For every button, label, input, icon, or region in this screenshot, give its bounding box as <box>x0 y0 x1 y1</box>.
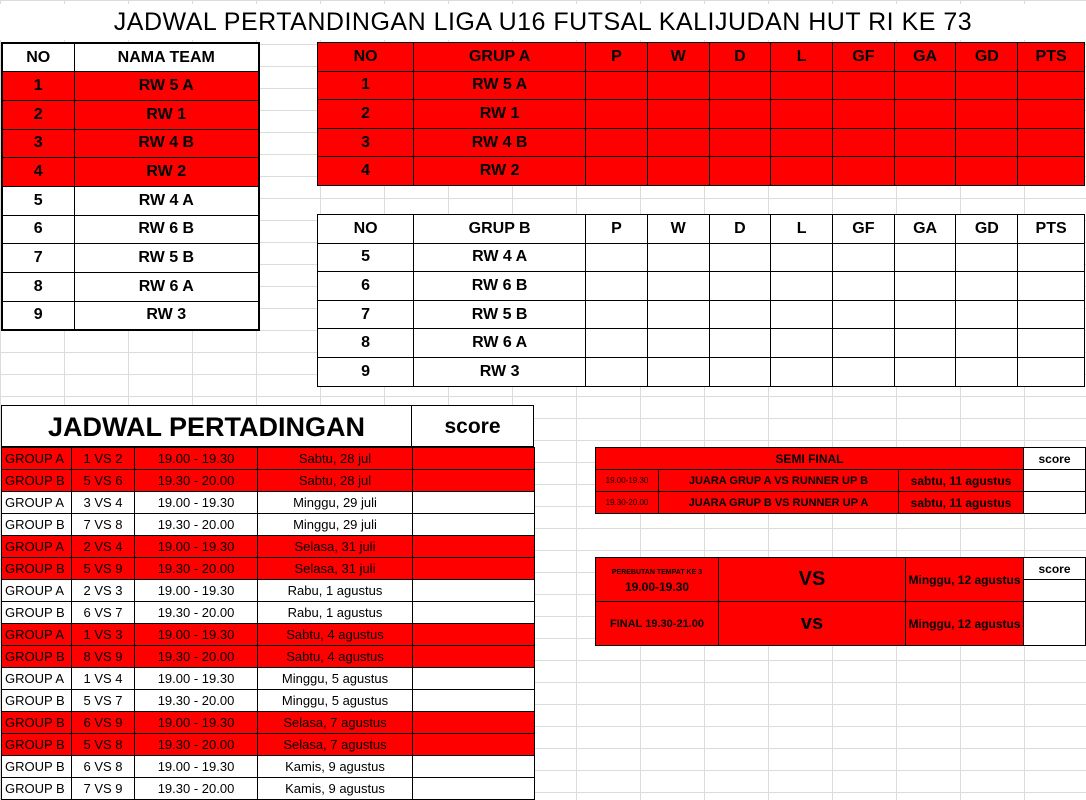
standings-stat-cell <box>1018 128 1085 157</box>
standings-stat-cell <box>894 100 956 129</box>
semi-final-header-row <box>596 448 1086 470</box>
schedule-score-cell <box>413 778 535 800</box>
standings-stat-cell <box>709 329 771 358</box>
team-number: 4 <box>2 158 74 187</box>
standings-stat-cell <box>586 128 648 157</box>
final-date: Minggu, 12 agustus <box>906 602 1024 646</box>
standings-stat-cell <box>833 100 895 129</box>
standings-team: RW 6 A <box>414 329 586 358</box>
standings-stat-cell <box>709 128 771 157</box>
team-no-header: NO <box>2 43 74 72</box>
schedule-group: GROUP B <box>2 470 72 492</box>
page-title: JADWAL PERTANDINGAN LIGA U16 FUTSAL KALIJUDAN HUT RI KE 73 <box>0 4 1086 40</box>
schedule-group: GROUP B <box>2 734 72 756</box>
standings-stat-cell <box>1018 243 1085 272</box>
standings-stat-cell <box>1018 100 1085 129</box>
schedule-time: 19.30 - 20.00 <box>135 778 258 800</box>
standings-stat-cell <box>1018 300 1085 329</box>
standings-row <box>318 128 1085 157</box>
group-a-header-row <box>318 43 1085 72</box>
standings-stat-cell <box>894 329 956 358</box>
schedule-time: 19.00 - 19.30 <box>135 536 258 558</box>
schedule-score-cell <box>413 646 535 668</box>
schedule-score-cell <box>413 668 535 690</box>
schedule-time: 19.30 - 20.00 <box>135 734 258 756</box>
standings-stat-cell <box>586 272 648 301</box>
team-name-header: NAMA TEAM <box>74 43 259 72</box>
semi-final-table <box>595 447 1086 514</box>
standings-number: 5 <box>318 243 414 272</box>
team-name: RW 4 B <box>74 129 259 158</box>
standings-stat-cell <box>647 100 709 129</box>
schedule-date: Selasa, 31 juli <box>258 558 413 580</box>
standings-number: 1 <box>318 71 414 100</box>
schedule-group: GROUP B <box>2 756 72 778</box>
standings-stat-cell <box>709 272 771 301</box>
standings-row <box>318 329 1085 358</box>
standings-stat-cell <box>894 243 956 272</box>
schedule-score-cell <box>413 492 535 514</box>
semi-final-score-header: score <box>1024 448 1086 470</box>
schedule-date: Selasa, 7 agustus <box>258 712 413 734</box>
schedule-row <box>2 734 535 756</box>
standings-stat-cell <box>833 329 895 358</box>
schedule-score-cell <box>413 602 535 624</box>
schedule-date: Sabtu, 28 jul <box>258 448 413 470</box>
team-row <box>2 273 259 302</box>
standings-stat-cell <box>833 272 895 301</box>
semi-final-match: JUARA GRUP B VS RUNNER UP A <box>659 492 899 514</box>
third-place-time: 19.00-19.30 <box>624 579 690 594</box>
standings-number: 4 <box>318 157 414 186</box>
standings-stat-cell <box>1018 329 1085 358</box>
standings-stat-cell <box>586 157 648 186</box>
schedule-row <box>2 580 535 602</box>
semi-final-time: 19.00-19.30 <box>596 470 659 492</box>
schedule-match: 5 VS 8 <box>72 734 135 756</box>
standings-header-group: GRUP A <box>414 43 586 72</box>
schedule-row <box>2 492 535 514</box>
schedule-date: Minggu, 5 agustus <box>258 690 413 712</box>
standings-stat-cell <box>586 100 648 129</box>
schedule-score-cell <box>413 734 535 756</box>
team-row <box>2 100 259 129</box>
standings-stat-cell <box>647 243 709 272</box>
schedule-match: 3 VS 4 <box>72 492 135 514</box>
schedule-time: 19.00 - 19.30 <box>135 756 258 778</box>
standings-stat-cell <box>956 272 1018 301</box>
standings-team: RW 3 <box>414 357 586 386</box>
standings-row <box>318 272 1085 301</box>
standings-stat-cell <box>771 357 833 386</box>
schedule-group: GROUP B <box>2 712 72 734</box>
standings-stat-cell <box>647 128 709 157</box>
schedule-group: GROUP B <box>2 646 72 668</box>
schedule-row <box>2 536 535 558</box>
schedule-score-cell <box>413 712 535 734</box>
standings-stat-cell <box>586 71 648 100</box>
schedule-row <box>2 778 535 800</box>
standings-stat-cell <box>833 357 895 386</box>
schedule-score-cell <box>413 690 535 712</box>
standings-stat-cell <box>709 100 771 129</box>
schedule-match: 1 VS 3 <box>72 624 135 646</box>
team-row <box>2 72 259 101</box>
schedule-title: JADWAL PERTADINGAN <box>1 405 411 447</box>
standings-header-d: D <box>709 43 771 72</box>
standings-header-no: NO <box>318 215 414 244</box>
standings-header-gd: GD <box>956 215 1018 244</box>
schedule-time: 19.00 - 19.30 <box>135 668 258 690</box>
standings-team: RW 1 <box>414 100 586 129</box>
standings-team: RW 5 B <box>414 300 586 329</box>
third-place-date: Minggu, 12 agustus <box>906 558 1024 602</box>
schedule-time: 19.30 - 20.00 <box>135 470 258 492</box>
standings-stat-cell <box>1018 157 1085 186</box>
standings-row <box>318 71 1085 100</box>
schedule-date: Selasa, 7 agustus <box>258 734 413 756</box>
team-row <box>2 244 259 273</box>
schedule-score-cell <box>413 514 535 536</box>
team-name: RW 1 <box>74 100 259 129</box>
schedule-score-cell <box>413 470 535 492</box>
schedule-group: GROUP B <box>2 778 72 800</box>
schedule-time: 19.00 - 19.30 <box>135 712 258 734</box>
semi-final-match: JUARA GRUP A VS RUNNER UP B <box>659 470 899 492</box>
schedule-group: GROUP A <box>2 668 72 690</box>
standings-stat-cell <box>771 272 833 301</box>
standings-header-p: P <box>586 215 648 244</box>
schedule-group: GROUP B <box>2 690 72 712</box>
schedule-match: 6 VS 9 <box>72 712 135 734</box>
team-name: RW 2 <box>74 158 259 187</box>
schedule-row <box>2 668 535 690</box>
group-b-header-row <box>318 215 1085 244</box>
standings-stat-cell <box>956 329 1018 358</box>
schedule-group: GROUP B <box>2 602 72 624</box>
semi-final-title: SEMI FINAL <box>596 448 1024 470</box>
standings-team: RW 5 A <box>414 71 586 100</box>
schedule-score-cell <box>413 580 535 602</box>
schedule-row <box>2 690 535 712</box>
team-row <box>2 158 259 187</box>
standings-stat-cell <box>894 71 956 100</box>
schedule-row <box>2 646 535 668</box>
schedule-row <box>2 602 535 624</box>
schedule-date: Kamis, 9 agustus <box>258 756 413 778</box>
standings-stat-cell <box>586 357 648 386</box>
standings-header-w: W <box>647 43 709 72</box>
schedule-date: Minggu, 29 juli <box>258 514 413 536</box>
third-place-vs: VS <box>719 558 906 602</box>
standings-header-p: P <box>586 43 648 72</box>
standings-stat-cell <box>956 128 1018 157</box>
third-place-row-top <box>596 558 1086 580</box>
schedule-row <box>2 470 535 492</box>
schedule-match: 8 VS 9 <box>72 646 135 668</box>
standings-stat-cell <box>771 71 833 100</box>
schedule-row <box>2 712 535 734</box>
standings-stat-cell <box>647 300 709 329</box>
standings-header-gf: GF <box>833 215 895 244</box>
standings-header-pts: PTS <box>1018 43 1085 72</box>
team-number: 9 <box>2 301 74 330</box>
standings-stat-cell <box>771 300 833 329</box>
schedule-group: GROUP A <box>2 536 72 558</box>
standings-stat-cell <box>647 157 709 186</box>
schedule-score-cell <box>413 558 535 580</box>
finals-table <box>595 557 1086 646</box>
third-place-label-cell <box>596 558 719 602</box>
team-number: 5 <box>2 186 74 215</box>
team-row <box>2 301 259 330</box>
schedule-group: GROUP A <box>2 580 72 602</box>
semi-final-time: 19.30-20.00 <box>596 492 659 514</box>
standings-header-l: L <box>771 43 833 72</box>
standings-header-no: NO <box>318 43 414 72</box>
final-vs: vs <box>719 602 906 646</box>
schedule-date: Minggu, 29 juli <box>258 492 413 514</box>
schedule-time: 19.00 - 19.30 <box>135 448 258 470</box>
standings-stat-cell <box>771 329 833 358</box>
group-b-standings <box>317 214 1085 387</box>
standings-stat-cell <box>709 300 771 329</box>
finals-score-header: score <box>1024 558 1086 580</box>
schedule-match: 2 VS 4 <box>72 536 135 558</box>
schedule-match: 7 VS 9 <box>72 778 135 800</box>
standings-stat-cell <box>956 100 1018 129</box>
schedule-row <box>2 624 535 646</box>
schedule-date: Sabtu, 4 agustus <box>258 624 413 646</box>
standings-stat-cell <box>833 300 895 329</box>
team-number: 7 <box>2 244 74 273</box>
standings-row <box>318 243 1085 272</box>
schedule-date: Kamis, 9 agustus <box>258 778 413 800</box>
standings-row <box>318 100 1085 129</box>
standings-stat-cell <box>1018 272 1085 301</box>
team-name: RW 5 A <box>74 72 259 101</box>
team-number: 8 <box>2 273 74 302</box>
standings-number: 9 <box>318 357 414 386</box>
standings-team: RW 4 B <box>414 128 586 157</box>
standings-stat-cell <box>709 243 771 272</box>
final-label: FINAL 19.30-21.00 <box>596 602 719 646</box>
standings-stat-cell <box>894 272 956 301</box>
standings-number: 6 <box>318 272 414 301</box>
schedule-row <box>2 448 535 470</box>
schedule-score-cell <box>413 756 535 778</box>
schedule-match: 6 VS 7 <box>72 602 135 624</box>
team-name: RW 4 A <box>74 186 259 215</box>
schedule-match: 5 VS 7 <box>72 690 135 712</box>
standings-stat-cell <box>956 300 1018 329</box>
schedule-group: GROUP B <box>2 558 72 580</box>
team-list-table <box>1 42 260 331</box>
standings-stat-cell <box>1018 71 1085 100</box>
standings-stat-cell <box>956 357 1018 386</box>
standings-stat-cell <box>647 329 709 358</box>
standings-stat-cell <box>833 157 895 186</box>
standings-header-l: L <box>771 215 833 244</box>
standings-row <box>318 357 1085 386</box>
standings-stat-cell <box>833 128 895 157</box>
standings-stat-cell <box>647 272 709 301</box>
schedule-time: 19.00 - 19.30 <box>135 624 258 646</box>
schedule-score-cell <box>413 448 535 470</box>
team-number: 3 <box>2 129 74 158</box>
schedule-group: GROUP A <box>2 492 72 514</box>
standings-stat-cell <box>647 71 709 100</box>
standings-stat-cell <box>647 357 709 386</box>
schedule-date: Rabu, 1 agustus <box>258 602 413 624</box>
schedule-time: 19.00 - 19.30 <box>135 492 258 514</box>
standings-stat-cell <box>833 71 895 100</box>
team-name: RW 3 <box>74 301 259 330</box>
standings-number: 7 <box>318 300 414 329</box>
schedule-score-cell <box>413 536 535 558</box>
schedule-match: 1 VS 4 <box>72 668 135 690</box>
schedule-time: 19.30 - 20.00 <box>135 690 258 712</box>
semi-final-date: sabtu, 11 agustus <box>899 492 1024 514</box>
team-row <box>2 129 259 158</box>
schedule-score-cell <box>413 624 535 646</box>
team-header-row <box>2 43 259 72</box>
standings-stat-cell <box>894 128 956 157</box>
team-name: RW 6 B <box>74 215 259 244</box>
schedule-group: GROUP B <box>2 514 72 536</box>
schedule-date: Rabu, 1 agustus <box>258 580 413 602</box>
standings-header-ga: GA <box>894 215 956 244</box>
standings-stat-cell <box>956 157 1018 186</box>
standings-stat-cell <box>833 243 895 272</box>
schedule-time: 19.30 - 20.00 <box>135 602 258 624</box>
standings-stat-cell <box>771 128 833 157</box>
schedule-time: 19.30 - 20.00 <box>135 646 258 668</box>
schedule-match: 7 VS 8 <box>72 514 135 536</box>
standings-header-gf: GF <box>833 43 895 72</box>
match-schedule-table <box>1 447 535 800</box>
team-name: RW 5 B <box>74 244 259 273</box>
semi-final-score-cell <box>1024 492 1086 514</box>
standings-header-pts: PTS <box>1018 215 1085 244</box>
standings-number: 2 <box>318 100 414 129</box>
standings-row <box>318 157 1085 186</box>
semi-final-row <box>596 470 1086 492</box>
standings-stat-cell <box>956 71 1018 100</box>
semi-final-row <box>596 492 1086 514</box>
standings-stat-cell <box>709 357 771 386</box>
group-a-standings <box>317 42 1085 186</box>
standings-header-ga: GA <box>894 43 956 72</box>
schedule-match: 1 VS 2 <box>72 448 135 470</box>
schedule-date: Sabtu, 4 agustus <box>258 646 413 668</box>
schedule-score-header: score <box>411 405 534 447</box>
team-number: 6 <box>2 215 74 244</box>
standings-row <box>318 300 1085 329</box>
standings-stat-cell <box>586 243 648 272</box>
standings-stat-cell <box>771 100 833 129</box>
standings-team: RW 6 B <box>414 272 586 301</box>
team-number: 1 <box>2 72 74 101</box>
schedule-date: Selasa, 31 juli <box>258 536 413 558</box>
team-name: RW 6 A <box>74 273 259 302</box>
standings-stat-cell <box>771 157 833 186</box>
schedule-date: Minggu, 5 agustus <box>258 668 413 690</box>
semi-final-date: sabtu, 11 agustus <box>899 470 1024 492</box>
standings-stat-cell <box>771 243 833 272</box>
schedule-match: 6 VS 8 <box>72 756 135 778</box>
standings-header-d: D <box>709 215 771 244</box>
schedule-time: 19.30 - 20.00 <box>135 514 258 536</box>
standings-header-group: GRUP B <box>414 215 586 244</box>
final-score-cell <box>1024 602 1086 646</box>
team-row <box>2 215 259 244</box>
standings-stat-cell <box>586 329 648 358</box>
standings-number: 8 <box>318 329 414 358</box>
schedule-match: 5 VS 9 <box>72 558 135 580</box>
standings-number: 3 <box>318 128 414 157</box>
schedule-match: 2 VS 3 <box>72 580 135 602</box>
schedule-match: 5 VS 6 <box>72 470 135 492</box>
standings-stat-cell <box>709 157 771 186</box>
third-place-label: PEREBUTAN TEMPAT KE 3 <box>611 568 703 576</box>
schedule-row <box>2 756 535 778</box>
standings-stat-cell <box>956 243 1018 272</box>
standings-header-w: W <box>647 215 709 244</box>
team-row <box>2 186 259 215</box>
standings-stat-cell <box>586 300 648 329</box>
schedule-time: 19.30 - 20.00 <box>135 558 258 580</box>
standings-team: RW 4 A <box>414 243 586 272</box>
standings-stat-cell <box>894 357 956 386</box>
standings-team: RW 2 <box>414 157 586 186</box>
standings-stat-cell <box>894 300 956 329</box>
schedule-time: 19.00 - 19.30 <box>135 580 258 602</box>
schedule-date: Sabtu, 28 jul <box>258 470 413 492</box>
standings-stat-cell <box>709 71 771 100</box>
standings-stat-cell <box>894 157 956 186</box>
third-place-score-cell <box>1024 580 1086 602</box>
semi-final-score-cell <box>1024 470 1086 492</box>
team-number: 2 <box>2 100 74 129</box>
schedule-group: GROUP A <box>2 624 72 646</box>
standings-header-gd: GD <box>956 43 1018 72</box>
standings-stat-cell <box>1018 357 1085 386</box>
schedule-row <box>2 558 535 580</box>
final-row <box>596 602 1086 646</box>
schedule-group: GROUP A <box>2 448 72 470</box>
schedule-row <box>2 514 535 536</box>
